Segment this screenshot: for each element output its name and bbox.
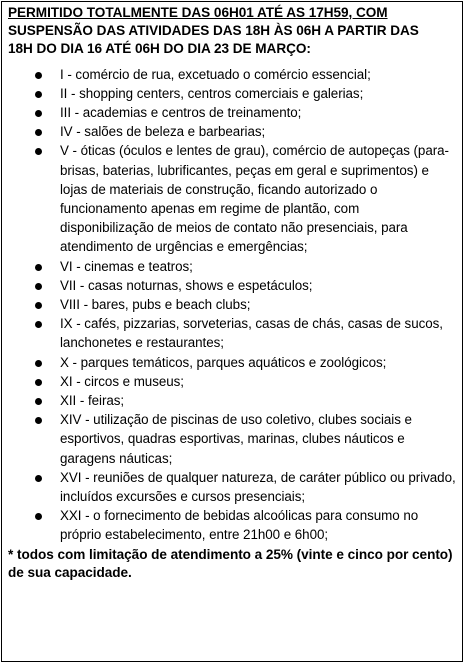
- bullet-icon: [35, 283, 42, 290]
- list-item-text: VII - casas noturnas, shows e espetáculos;: [60, 277, 313, 293]
- list-item-text: III - academias e centros de treinamento;: [60, 105, 302, 121]
- header-heading: [8, 4, 456, 59]
- bullet-icon: [35, 321, 42, 328]
- list-item: [60, 353, 456, 372]
- list-item: [60, 84, 456, 103]
- bullet-icon: [35, 72, 42, 79]
- list-item: [60, 276, 456, 295]
- list-item: [60, 65, 456, 84]
- list-item-text: X - parques temáticos, parques aquáticos e zoológicos;: [60, 354, 387, 370]
- list-item-text: XI - circos e museus;: [60, 373, 184, 389]
- document-box: [1, 1, 463, 662]
- list-item: [60, 141, 456, 256]
- header-line-1: PERMITIDO TOTALMENTE DAS 06H01 ATÉ AS 17H59, COM: [8, 5, 388, 20]
- list-item-text: XVI - reuniões de qualquer natureza, de caráter público ou privado, incluídos excursões e cursos presenciais;: [60, 469, 456, 505]
- list-item-text: VIII - bares, pubs e beach clubs;: [60, 297, 251, 313]
- list-item-text: II - shopping centers, centros comerciais e galerias;: [60, 85, 364, 101]
- list-item-text: IV - salões de beleza e barbearias;: [60, 124, 266, 140]
- bullet-icon: [35, 148, 42, 155]
- bullet-icon: [35, 513, 42, 520]
- list-item-text: IX - cafés, pizzarias, sorveterias, casas de chás, casas de sucos, lanchonetes e restaurantes;: [60, 316, 443, 351]
- bullet-icon: [35, 475, 42, 482]
- list-item: [60, 391, 456, 410]
- list-item: [60, 122, 456, 141]
- list-item-text: VI - cinemas e teatros;: [60, 258, 193, 274]
- list-item: [60, 257, 456, 276]
- bullet-icon: [35, 360, 42, 367]
- list-item: [60, 410, 456, 468]
- list-item: [60, 314, 456, 352]
- list-item-text: XIV - utilização de piscinas de uso coletivo, clubes sociais e esportivos, quadras esportivas, marinas, clubes náuticos e garagens náuticas;: [60, 412, 412, 466]
- list-item: [60, 103, 456, 122]
- bullet-icon: [35, 129, 42, 136]
- bullet-icon: [35, 110, 42, 117]
- bullet-icon: [35, 398, 42, 405]
- list-item: [60, 506, 456, 544]
- list-item: [60, 468, 456, 506]
- header-line-2: SUSPENSÃO DAS ATIVIDADES DAS 18H ÀS 06H A PARTIR DAS: [8, 23, 419, 39]
- list-item-text: XII - feiras;: [60, 393, 125, 409]
- list-item: [60, 295, 456, 314]
- bullet-icon: [35, 302, 42, 309]
- header-line-3: 18H DO DIA 16 ATÉ 06H DO DIA 23 DE MARÇO:: [8, 41, 311, 57]
- restricted-activities-list: [8, 65, 456, 545]
- bullet-icon: [35, 379, 42, 386]
- bullet-icon: [35, 264, 42, 271]
- list-item-text: XXI - o fornecimento de bebidas alcoólicas para consumo no próprio estabelecimento, entre 21h00 e 6h00;: [60, 508, 419, 543]
- list-item-text: I - comércio de rua, excetuado o comércio essencial;: [60, 66, 371, 82]
- bullet-icon: [35, 91, 42, 98]
- list-item: [60, 372, 456, 391]
- list-item-text: V - óticas (óculos e lentes de grau), comércio de autopeças (para-brisas, baterias, lubrificantes, peças em geral e suprimentos) e lojas de materiais de construção, ficando autorizado o funcionamento apenas em regime de plantão, com disponibilização de meios de contato não presenciais, para atendimento de urgências e emergências;: [60, 143, 449, 255]
- capacity-footnote: * todos com limitação de atendimento a 25% (vinte e cinco por cento) de sua capacidade.: [8, 546, 453, 581]
- bullet-icon: [35, 417, 42, 424]
